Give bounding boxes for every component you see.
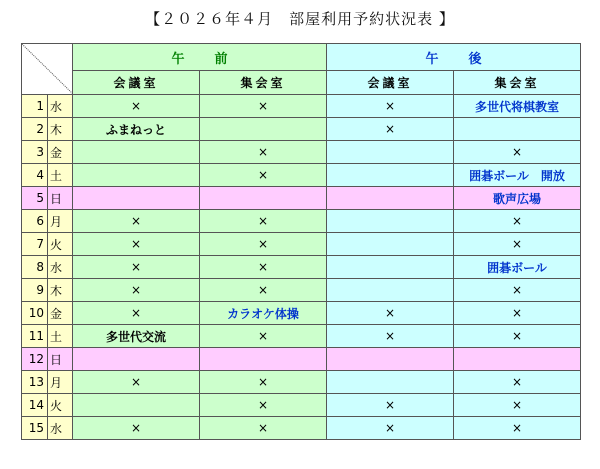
table-row — [22, 141, 581, 164]
pm-assembly-room-cell: × — [454, 210, 581, 233]
pm-meeting-room-cell — [327, 256, 454, 279]
table-row — [22, 302, 581, 325]
pm-meeting-room-cell: × — [327, 325, 454, 348]
am-assembly-room-cell: × — [200, 325, 327, 348]
day-number: 13 — [22, 371, 48, 394]
day-number: 3 — [22, 141, 48, 164]
pm-meeting-room-header: 会議室 — [327, 71, 454, 95]
am-assembly-room-cell: × — [200, 233, 327, 256]
weekday: 水 — [48, 256, 73, 279]
day-number: 11 — [22, 325, 48, 348]
am-meeting-room-cell: × — [73, 279, 200, 302]
table-row — [22, 256, 581, 279]
pm-meeting-room-cell — [327, 279, 454, 302]
am-assembly-room-cell: カラオケ体操 — [200, 302, 327, 325]
pm-assembly-room-cell: × — [454, 279, 581, 302]
weekday: 水 — [48, 95, 73, 118]
table-row — [22, 233, 581, 256]
table-row — [22, 348, 581, 371]
table-row — [22, 371, 581, 394]
am-assembly-room-cell: × — [200, 279, 327, 302]
pm-assembly-room-cell: × — [454, 371, 581, 394]
day-number: 2 — [22, 118, 48, 141]
am-assembly-room-cell: × — [200, 371, 327, 394]
day-number: 9 — [22, 279, 48, 302]
pm-assembly-room-cell: × — [454, 394, 581, 417]
pm-meeting-room-cell — [327, 233, 454, 256]
am-assembly-room-cell: × — [200, 210, 327, 233]
am-header: 午前 — [73, 44, 327, 71]
pm-meeting-room-cell — [327, 187, 454, 210]
pm-meeting-room-cell: × — [327, 417, 454, 440]
pm-assembly-room-cell: 囲碁ボール 開放 — [454, 164, 581, 187]
am-meeting-room-cell: ふまねっと — [73, 118, 200, 141]
table-row — [22, 325, 581, 348]
weekday: 木 — [48, 118, 73, 141]
pm-assembly-room-cell: × — [454, 141, 581, 164]
am-meeting-room-cell — [73, 187, 200, 210]
weekday: 火 — [48, 394, 73, 417]
day-number: 15 — [22, 417, 48, 440]
pm-assembly-room-cell: × — [454, 302, 581, 325]
pm-meeting-room-cell: × — [327, 302, 454, 325]
weekday: 土 — [48, 325, 73, 348]
am-meeting-room-header: 会議室 — [73, 71, 200, 95]
reservation-table — [21, 43, 581, 440]
table-row — [22, 417, 581, 440]
am-meeting-room-cell: × — [73, 95, 200, 118]
day-number: 1 — [22, 95, 48, 118]
am-meeting-room-cell: × — [73, 417, 200, 440]
weekday: 金 — [48, 141, 73, 164]
table-row — [22, 279, 581, 302]
table-row — [22, 394, 581, 417]
weekday: 日 — [48, 187, 73, 210]
am-meeting-room-cell: × — [73, 371, 200, 394]
pm-assembly-room-cell: × — [454, 233, 581, 256]
am-assembly-room-header: 集会室 — [200, 71, 327, 95]
weekday: 火 — [48, 233, 73, 256]
day-number: 12 — [22, 348, 48, 371]
weekday: 月 — [48, 371, 73, 394]
am-assembly-room-cell: × — [200, 164, 327, 187]
day-number: 14 — [22, 394, 48, 417]
diagonal-line-icon — [22, 44, 73, 94]
day-number: 7 — [22, 233, 48, 256]
am-meeting-room-cell — [73, 164, 200, 187]
header-row-rooms — [22, 71, 581, 95]
am-meeting-room-cell: × — [73, 256, 200, 279]
weekday: 月 — [48, 210, 73, 233]
pm-meeting-room-cell — [327, 141, 454, 164]
pm-assembly-room-header: 集会室 — [454, 71, 581, 95]
am-assembly-room-cell — [200, 187, 327, 210]
day-number: 10 — [22, 302, 48, 325]
am-assembly-room-cell: × — [200, 95, 327, 118]
table-row — [22, 210, 581, 233]
am-assembly-room-cell — [200, 118, 327, 141]
page-title: 【２０２６年４月 部屋利用予約状況表 】 — [145, 10, 455, 28]
pm-header: 午後 — [327, 44, 581, 71]
table-row — [22, 164, 581, 187]
am-assembly-room-cell: × — [200, 256, 327, 279]
pm-assembly-room-cell: × — [454, 325, 581, 348]
am-assembly-room-cell: × — [200, 417, 327, 440]
weekday: 金 — [48, 302, 73, 325]
day-number: 6 — [22, 210, 48, 233]
am-meeting-room-cell: × — [73, 233, 200, 256]
am-assembly-room-cell — [200, 348, 327, 371]
pm-assembly-room-cell — [454, 348, 581, 371]
pm-meeting-room-cell: × — [327, 394, 454, 417]
pm-meeting-room-cell: × — [327, 118, 454, 141]
weekday: 日 — [48, 348, 73, 371]
weekday: 土 — [48, 164, 73, 187]
am-meeting-room-cell — [73, 348, 200, 371]
table-row — [22, 118, 581, 141]
am-meeting-room-cell: × — [73, 302, 200, 325]
table-row — [22, 95, 581, 118]
pm-meeting-room-cell — [327, 164, 454, 187]
pm-assembly-room-cell — [454, 118, 581, 141]
am-meeting-room-cell — [73, 141, 200, 164]
day-number: 4 — [22, 164, 48, 187]
am-meeting-room-cell: 多世代交流 — [73, 325, 200, 348]
pm-meeting-room-cell — [327, 348, 454, 371]
am-meeting-room-cell: × — [73, 210, 200, 233]
am-assembly-room-cell: × — [200, 141, 327, 164]
day-number: 8 — [22, 256, 48, 279]
pm-assembly-room-cell: 囲碁ボール — [454, 256, 581, 279]
day-number: 5 — [22, 187, 48, 210]
table-row — [22, 187, 581, 210]
pm-meeting-room-cell — [327, 210, 454, 233]
am-meeting-room-cell — [73, 394, 200, 417]
weekday: 水 — [48, 417, 73, 440]
pm-meeting-room-cell — [327, 371, 454, 394]
pm-assembly-room-cell: 歌声広場 — [454, 187, 581, 210]
pm-meeting-room-cell: × — [327, 95, 454, 118]
am-assembly-room-cell: × — [200, 394, 327, 417]
header-row-period — [22, 44, 581, 71]
pm-assembly-room-cell: 多世代将棋教室 — [454, 95, 581, 118]
corner-cell — [22, 44, 73, 95]
pm-assembly-room-cell: × — [454, 417, 581, 440]
weekday: 木 — [48, 279, 73, 302]
